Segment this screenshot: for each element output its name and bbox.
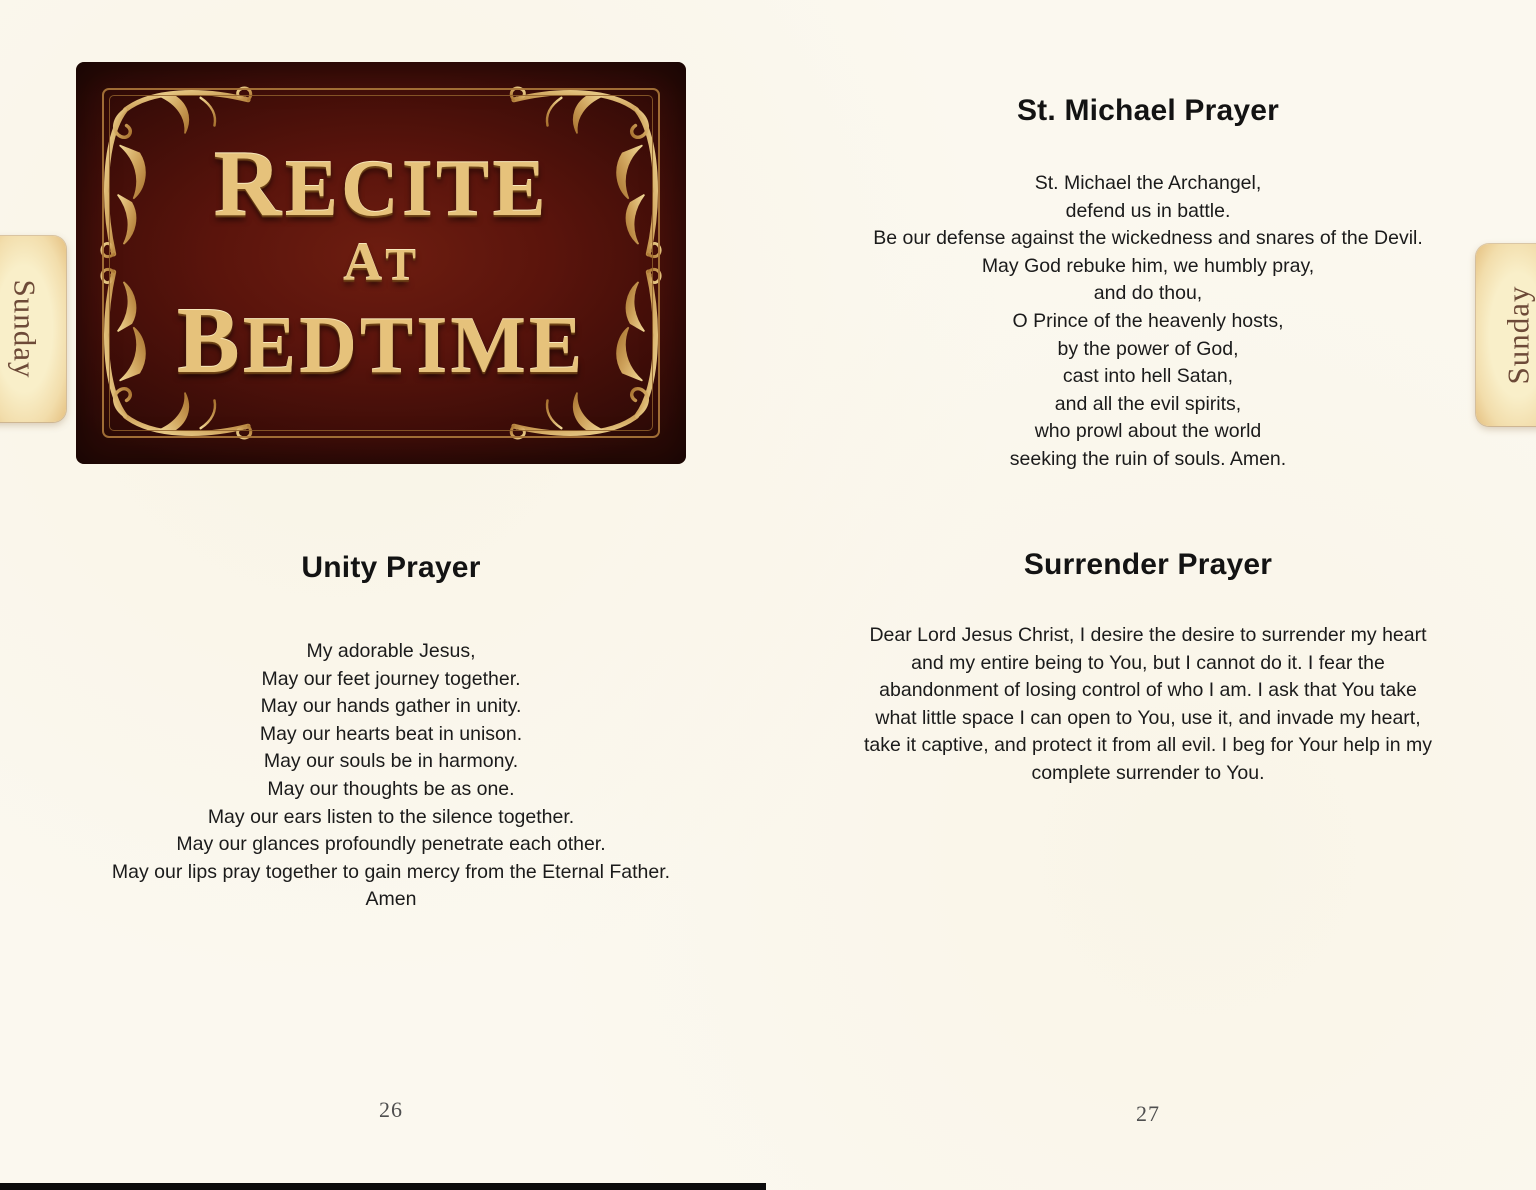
day-tab-left-label: Sunday — [7, 279, 42, 379]
recite-at-bedtime-plaque — [76, 62, 686, 464]
right-page — [768, 0, 1536, 1190]
prayer-line: May our hands gather in unity. — [260, 695, 522, 718]
prayer-line: May our thoughts be as one. — [267, 777, 515, 800]
prayer-line: May our feet journey together. — [261, 667, 521, 690]
prayer-line: who prowl about the world — [1034, 420, 1262, 443]
prayer-line: Amen — [365, 888, 417, 911]
prayer-line: and do thou, — [1093, 282, 1203, 305]
prayer-line: St. Michael the Archangel, — [1034, 172, 1262, 194]
plaque-title-line: BEDTIME — [176, 288, 586, 393]
prayer-line: and all the evil spirits, — [1054, 392, 1242, 415]
day-tab-right-label: Sunday — [1500, 285, 1535, 385]
prayer-line: May our ears listen to the silence together. — [207, 805, 575, 828]
prayer-line: complete surrender to You. — [1031, 761, 1265, 784]
plaque-title — [102, 88, 660, 438]
scan-artifact-bar — [0, 1183, 766, 1190]
st-michael-prayer-text — [768, 170, 1528, 474]
day-tab-right — [1476, 244, 1536, 426]
page-number-left: 26 — [379, 1097, 403, 1122]
surrender-prayer-heading: Surrender Prayer — [1023, 548, 1273, 581]
prayer-line: May God rebuke him, we humbly pray, — [981, 254, 1315, 277]
plaque-title-line: AT — [343, 232, 419, 293]
surrender-prayer-text — [768, 622, 1528, 788]
prayer-line: take it captive, and protect it from all evil. I beg for Your help in my — [864, 734, 1432, 757]
prayer-line: what little space I can open to You, use it, and invade my heart, — [875, 706, 1421, 729]
prayer-line: Be our defense against the wickedness and snares of the Devil. — [873, 227, 1423, 250]
prayer-line: My adorable Jesus, — [306, 640, 476, 662]
prayer-line: cast into hell Satan, — [1062, 365, 1234, 388]
unity-prayer-text — [14, 638, 768, 914]
prayer-line: May our glances profoundly penetrate each other. — [176, 833, 606, 856]
plaque-title-line: RECITE — [213, 131, 549, 236]
prayer-line: Dear Lord Jesus Christ, I desire the desire to surrender my heart — [869, 624, 1427, 646]
prayer-line: O Prince of the heavenly hosts, — [1012, 309, 1284, 332]
unity-prayer-heading: Unity Prayer — [301, 551, 481, 584]
prayer-line: May our hearts beat in unison. — [259, 722, 523, 745]
prayer-line: seeking the ruin of souls. Amen. — [1009, 447, 1287, 470]
prayer-line: by the power of God, — [1057, 337, 1239, 360]
prayer-line: defend us in battle. — [1065, 199, 1231, 222]
prayer-line: May our souls be in harmony. — [263, 750, 519, 773]
st-michael-prayer-heading: St. Michael Prayer — [1016, 94, 1280, 127]
prayer-line: abandonment of losing control of who I am. I ask that You take — [879, 679, 1417, 702]
day-tab-left — [0, 236, 66, 422]
prayer-line: May our lips pray together to gain mercy from the Eternal Father. — [111, 860, 671, 883]
page-number-right: 27 — [1136, 1101, 1160, 1126]
prayer-line: and my entire being to You, but I cannot do it. I fear the — [911, 651, 1385, 674]
